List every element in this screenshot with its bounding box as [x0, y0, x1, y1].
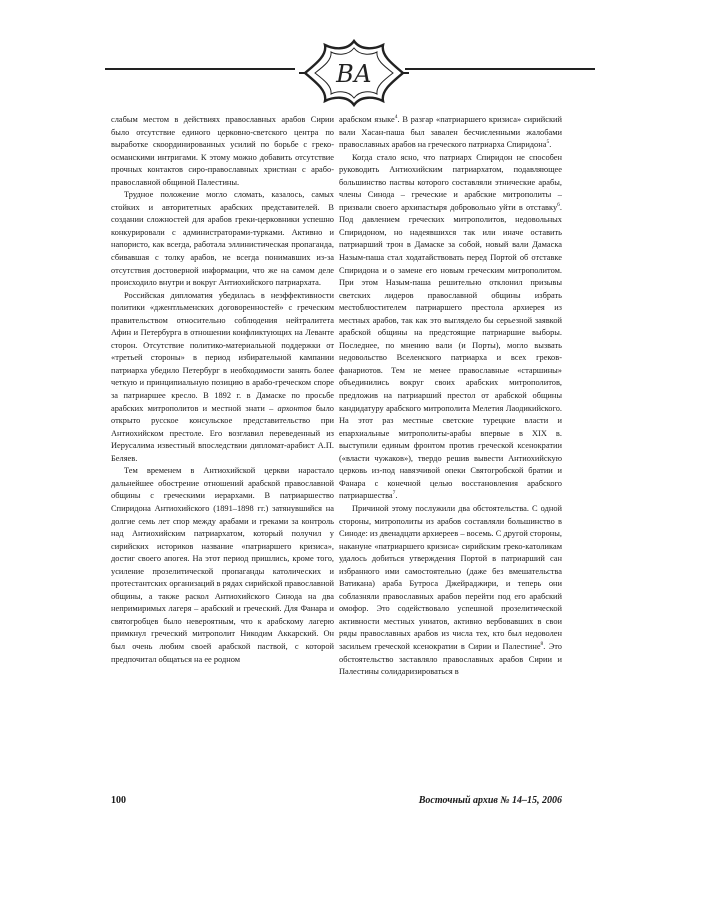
- footnote-ref: 5: [546, 139, 550, 146]
- paragraph: Тем временем в Антиохийской церкви нарастало дальнейшее обострение отношений арабской православной общины с греческими иерархами. В патриаршество Спиридона Антиохийского (1891–1898 гг.) затянувшийся на долгие семь лет спор между арабами и греками за контроль над Антиохийским патриархатом, который получил у сирийских историков название «патриаршего кризиса», достиг своего апогея. На этот период пришлись, кроме того, усиление прозелитической пропаганды католических и протестантских организаций в рядах сирийской православной общины, а также раскол Антиохийского Синода на два непримиримых лагеря – арабский и греческий. Для Фанара и святогробцев было невероятным, что к арабскому лагерю примкнул греческий митрополит Никодим Аккарский. Он был очень любим своей арабской паствой, с которой предпочитал общаться на ее родном: [111, 466, 334, 664]
- page-header: [0, 0, 709, 120]
- text-run: Причиной этому послужили два обстоятельства. С одной стороны, митрополиты из арабов составляли большинство в Синоде: из двенадцати архиереев – восемь. С другой стороны, накануне «патриаршего кризиса» сирийским греко-католикам удалось добиться утверждения Портой в патриарший сан избранного ими самостоятельно (даже без вмешательства Ватикана) араба Бутроса Джейраджири, и теперь они соблазняли православных арабов перейти под его арабский омофор. Это содействовало успешной прозелитической активности местных униатов, активно вербовавших в свои ряды православных арабов из числа тех, кто был недоволен засильем греческой ксенократии в Сирии и Палестине: [339, 503, 562, 651]
- paragraph: [111, 290, 334, 466]
- paragraph: [339, 152, 562, 503]
- footnote-ref: 8: [540, 641, 544, 648]
- footnote-ref: 7: [392, 490, 396, 497]
- paragraph: [339, 114, 562, 152]
- left-column: [111, 114, 334, 666]
- journal-emblem: [299, 39, 409, 107]
- text-run: было открыто русское консульское представительство при Антиохийском престоле. Его возглавил переведенный из Иерусалима известный впоследствии дипломат-арабист А.П. Беляев.: [111, 403, 334, 463]
- text-run: .: [395, 491, 398, 501]
- footnote-ref: 6: [557, 202, 560, 209]
- paragraph: слабым местом в действиях православных арабов Сирии было отсутствие единого церковно-светского центра по выработке скоординированных усилий по борьбе с греко-османскими интригами. К этому можно добавить отсутствие прочных контактов сиро-православных христиан с арабо-православной общиной Палестины.: [111, 115, 334, 187]
- footnote-ref: 4: [394, 114, 398, 121]
- header-rule-right: [405, 68, 595, 70]
- text-run: . Под давлением греческих митрополитов, недовольных Спиридоном, но надеявшихся так или иначе оставить патриарший трон в Дамаске за собой, новый вали Дамаска Назым-паша стал ходатайствовать перед Портой об отставке Спиридона и о замене его новым греческим митрополитом. При этом Назым-паша решительно отклонил призывы светских лидеров православной общины избрать местоблюстителем патриаршего престола архиерея из местных арабов, так как это выглядело бы серьезной заявкой арабской общины на предстоящие патриаршие выборы. Последнее, по мнению вали (и Порты), могло вызвать недовольство Вселенского патриарха и всех греков-фанариотов. Тем не менее православные «старшины» объединились вокруг своих арабских митрополитов, предложив на патриарший престол от арабской общины кандидатуру арабского митрополита Мелетия Лаодикийского. На этот раз местные светские турецкие власти и епархиальные митрополиты-арабы впервые в XIX в. выступили единым фронтом против греческой ксенократии («власти чужаков»), твердо решив вывести Антиохийскую церковь из-под навязчивой опеки Святогробской братии и Фанара с конечной целью восстановления арабского патриаршества: [339, 202, 562, 501]
- emblem-monogram: ВА: [336, 60, 372, 88]
- paragraph: [339, 503, 562, 679]
- journal-title: Восточный архив № 14–15, 2006: [418, 795, 562, 806]
- text-run: .: [549, 140, 552, 150]
- header-rule-left: [105, 68, 295, 70]
- text-run: Когда стало ясно, что патриарх Спиридон не способен руководить Антиохийским патриархатом, подавляющее большинство паствы которого составляли этнические арабы, члены Синода – греческие и арабские митрополиты – призвали своего архипастыря добровольно уйти в отставку: [339, 152, 562, 212]
- text-run: арабском языке: [339, 115, 395, 124]
- italic-term: архонтов: [277, 403, 312, 413]
- page-number: 100: [111, 795, 126, 806]
- text-run: . В разгар «патриаршего кризиса» сирийский вали Хасан-паша был завален бесчисленными жалобами православных арабов на греческого патриарха Спиридона: [339, 115, 562, 150]
- text-run: Российская дипломатия убедилась в неэффективности политики «джентльменских договоренностей» с греческим правительством относительно соблюдения нейтралитета Афин и Петербурга в отношении конфликтующих на Леванте сторон. Отсутствие политико-материальной поддержки от «третьей стороны» в период избирательной кампании патриарха убедило Петербург в необходимости занять более четкую и принципиальную позицию в арабо-греческом споре за патриаршее кресло. В 1892 г. в Дамаске по просьбе арабских митрополитов и местной знати –: [111, 290, 334, 413]
- paragraph: Трудное положение могло сломать, казалось, самых стойких и авторитетных арабских представителей. В создании сложностей для арабов греки-церковники успешно конкурировали с администраторами-турками. Активно и напористо, как всегда, работала эллинистическая пропаганда, сбивавшая с толку арабов, не всегда понимавших из-за отсутствия достоверной информации, что же на самом деле происходило внутри и вокруг Антиохийского патриархата.: [111, 190, 334, 288]
- text-run: . Это обстоятельство заставляло православных арабов Сирии и Палестины солидаризироваться в: [339, 641, 562, 677]
- right-column: [339, 114, 562, 679]
